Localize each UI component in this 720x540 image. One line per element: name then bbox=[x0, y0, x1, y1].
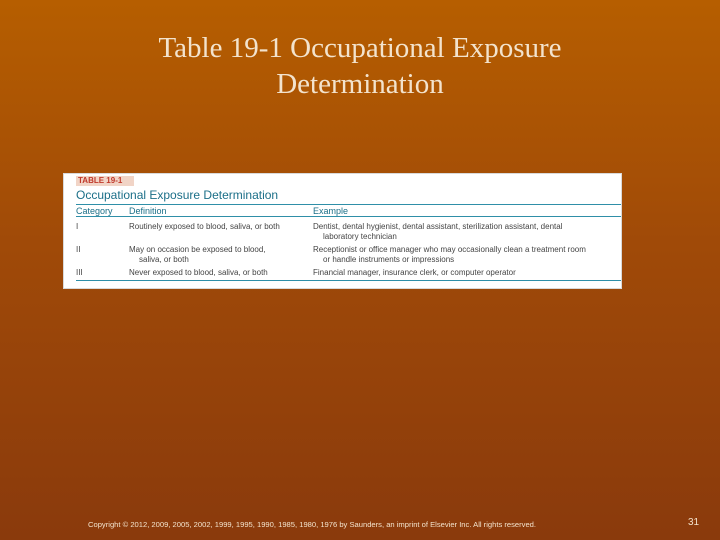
table-rule-header bbox=[76, 216, 621, 217]
table-badge: TABLE 19-1 bbox=[76, 176, 134, 186]
row-1-example-line-1: Dentist, dental hygienist, dental assistant, sterilization assistant, dental bbox=[313, 222, 563, 231]
table-heading: Occupational Exposure Determination bbox=[76, 188, 279, 202]
row-2-definition-line-1: May on occasion be exposed to blood, bbox=[129, 245, 266, 254]
row-2-example-line-1: Receptionist or office manager who may occasionally clean a treatment room bbox=[313, 245, 586, 254]
slide-title-line-1: Table 19-1 Occupational Exposure bbox=[158, 32, 562, 64]
slide-title bbox=[60, 30, 660, 102]
column-header-example: Example bbox=[313, 206, 349, 216]
row-1-definition: Routinely exposed to blood, saliva, or both bbox=[129, 222, 280, 231]
table-rule-bottom bbox=[76, 280, 621, 281]
copyright-notice: Copyright © 2012, 2009, 2005, 2002, 1999, 1995, 1990, 1985, 1980, 1976 by Saunders, an imprint of Elsevier Inc. All rights reserved. bbox=[88, 520, 537, 529]
row-3-definition: Never exposed to blood, saliva, or both bbox=[129, 268, 268, 277]
row-3-example: Financial manager, insurance clerk, or computer operator bbox=[313, 268, 516, 277]
row-3-category: III bbox=[76, 268, 83, 277]
row-2-example-line-2: or handle instruments or impressions bbox=[323, 254, 455, 264]
row-2-definition-line-2: saliva, or both bbox=[139, 254, 189, 264]
slide-title-line-2: Determination bbox=[276, 68, 444, 100]
row-1-example-line-2: laboratory technician bbox=[323, 231, 397, 241]
row-1-category: I bbox=[76, 222, 79, 231]
table-rule-top bbox=[76, 204, 621, 205]
row-2-category: II bbox=[76, 245, 81, 254]
slide-number: 31 bbox=[688, 517, 700, 528]
column-header-category: Category bbox=[76, 206, 113, 216]
column-header-definition: Definition bbox=[129, 206, 167, 216]
occupational-exposure-table bbox=[64, 174, 621, 288]
